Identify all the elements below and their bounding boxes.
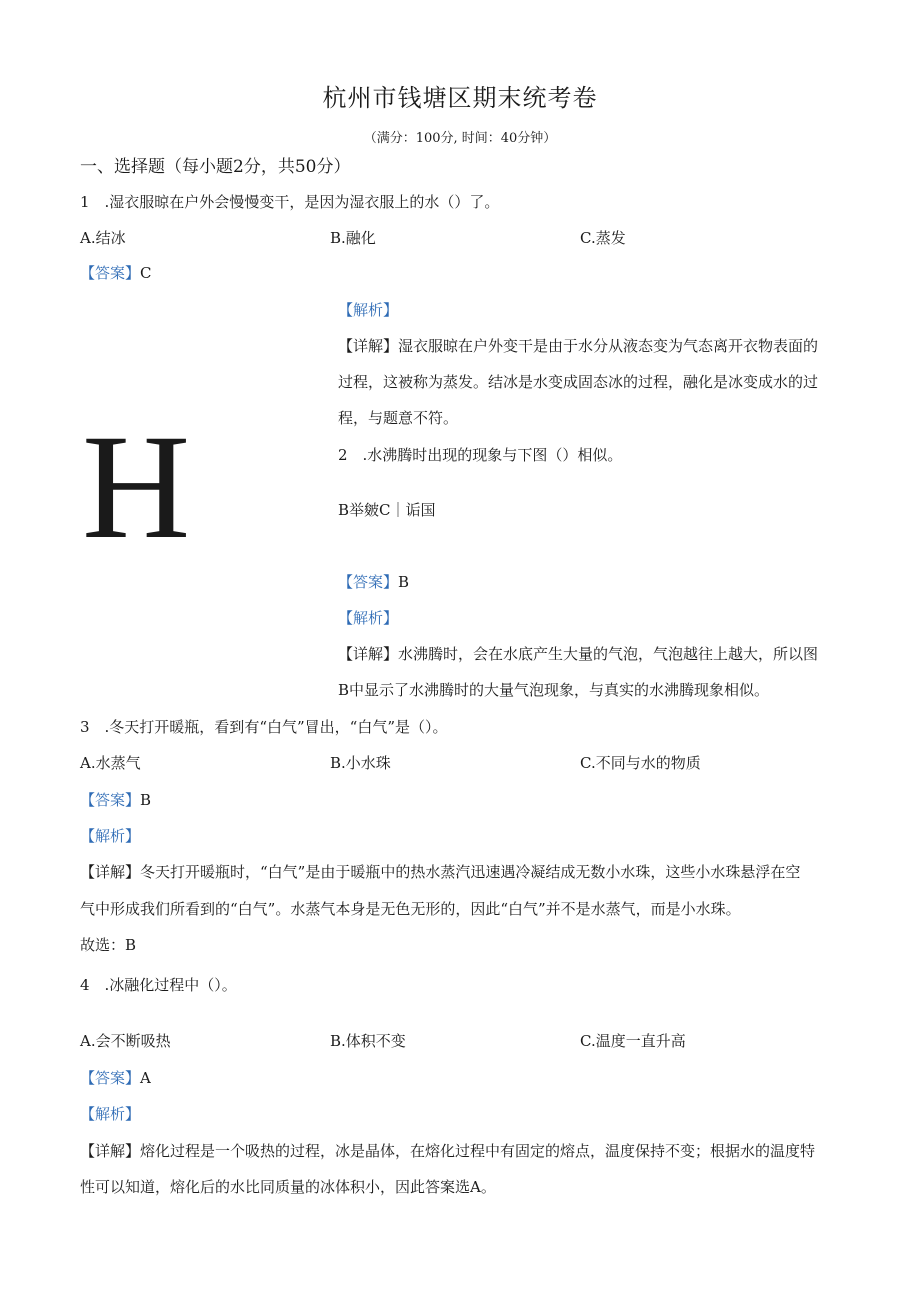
answer-tag: 【答案】 <box>80 264 141 282</box>
detail-tag: 【详解】 <box>80 1142 141 1160</box>
question-1-answer <box>80 262 152 283</box>
question-2-answer <box>338 571 409 592</box>
answer-value: C <box>140 264 152 282</box>
answer-tag: 【答案】 <box>80 1069 141 1087</box>
question-4-option-c: C.温度一直升高 <box>580 1032 686 1050</box>
question-3-option-b: B.小水珠 <box>330 754 391 772</box>
question-2-stem: 2 .水沸腾时出现的现象与下图（）相似。 <box>338 446 623 464</box>
question-2-detail-line-1: 【详解】水沸腾时，会在水底产生大量的气泡，气泡越往上越大，所以图 <box>338 645 819 663</box>
question-4-option-b: B.体积不变 <box>330 1032 406 1050</box>
section-heading: 一、选择题（每小题2分，共50分） <box>80 157 351 177</box>
question-1-detail-line-1: 【详解】湿衣服晾在户外变干是由于水分从液态变为气态离开衣物表面的 <box>338 337 819 355</box>
question-3-option-a: A.水蒸气 <box>80 754 141 772</box>
detail-tag: 【详解】 <box>80 863 141 881</box>
answer-value: B <box>140 791 152 809</box>
question-4-analysis-tag: 【解析】 <box>80 1105 141 1123</box>
question-4-option-a: A.会不断吸热 <box>80 1032 171 1050</box>
question-1-analysis-tag: 【解析】 <box>338 301 399 319</box>
question-2-analysis-tag: 【解析】 <box>338 609 399 627</box>
question-2-image-labels: B举皴C｜诟国 <box>338 501 436 519</box>
question-3-detail-line-1: 【详解】冬天打开暖瓶时，“白气”是由于暖瓶中的热水蒸汽迅速遇冷凝结成无数小水珠，这些小水珠悬浮在空 <box>80 863 801 881</box>
question-1-detail-line-3: 程，与题意不符。 <box>338 409 459 427</box>
question-1-detail-line-2: 过程，这被称为蒸发。结冰是水变成固态冰的过程，融化是冰变成水的过 <box>338 373 819 391</box>
question-4-stem: 4 .冰融化过程中（）。 <box>80 976 237 994</box>
question-1-option-c: C.蒸发 <box>580 229 626 247</box>
question-1-stem: 1 .湿衣服晾在户外会慢慢变干，是因为湿衣服上的水（）了。 <box>80 193 500 211</box>
question-3-detail-line-2: 气中形成我们所看到的“白气”。水蒸气本身是无色无形的，因此“白气”并不是水蒸气，而是小水珠。 <box>80 900 741 918</box>
question-3-choice: 故选：B <box>80 936 137 954</box>
question-3-analysis-tag: 【解析】 <box>80 827 141 845</box>
question-4-answer <box>80 1067 151 1088</box>
question-3-option-c: C.不同与水的物质 <box>580 754 701 772</box>
detail-tag: 【详解】 <box>338 645 399 663</box>
answer-tag: 【答案】 <box>80 791 141 809</box>
detail-tag: 【详解】 <box>338 337 399 355</box>
question-4-detail-line-1: 【详解】熔化过程是一个吸热的过程，冰是晶体，在熔化过程中有固定的熔点，温度保持不变；根据水的温度特 <box>80 1142 816 1160</box>
page-title: 杭州市钱塘区期末统考卷 <box>322 84 598 112</box>
question-1-option-a: A.结冰 <box>80 229 126 247</box>
answer-value: B <box>398 573 410 591</box>
question-3-stem: 3 .冬天打开暖瓶，看到有“白气”冒出，“白气”是（）。 <box>80 718 448 736</box>
answer-value: A <box>140 1069 151 1087</box>
answer-tag: 【答案】 <box>338 573 399 591</box>
question-1-option-b: B.融化 <box>330 229 376 247</box>
question-4-detail-line-2: 性可以知道，熔化后的水比同质量的冰体积小，因此答案选A。 <box>80 1178 496 1196</box>
large-letter-h: H <box>82 404 191 570</box>
question-2-detail-line-2: B中显示了水沸腾时的大量气泡现象，与真实的水沸腾现象相似。 <box>338 681 770 699</box>
question-3-answer <box>80 789 151 810</box>
exam-info: （满分：100分, 时间：40分钟） <box>363 131 557 146</box>
